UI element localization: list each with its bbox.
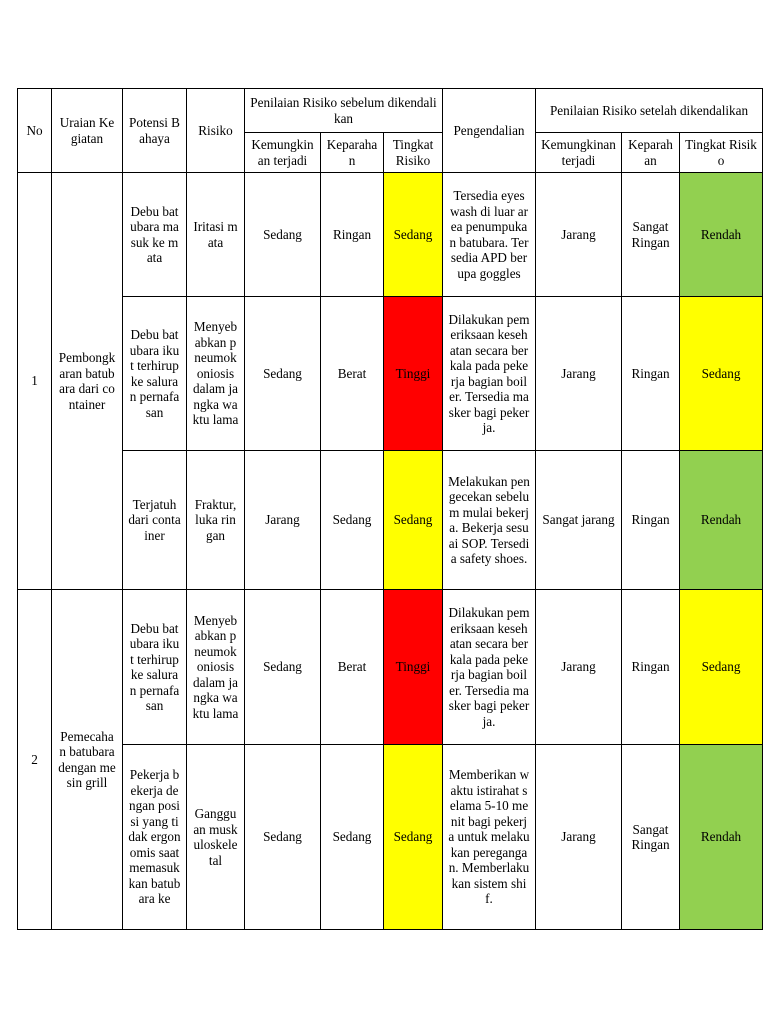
- potensi-bahaya-cell: Debu batubara masuk ke mata: [123, 173, 187, 297]
- after-tingkat-risiko-cell: Sedang: [680, 590, 763, 745]
- header-before-group: Penilaian Risiko sebelum dikendalikan: [245, 89, 443, 133]
- potensi-bahaya-cell: Pekerja bekerja dengan posisi yang tidak ergonomis saat memasukkan batubara ke: [123, 745, 187, 930]
- header-before-tingkat: Tingkat Risiko: [384, 133, 443, 173]
- after-kemungkinan-cell: Jarang: [536, 173, 622, 297]
- potensi-bahaya-cell: Debu batubara ikut terhirup ke saluran pernafasan: [123, 297, 187, 451]
- pengendalian-cell: Dilakukan pemeriksaan kesehatan secara berkala pada pekerja bagian boiler. Tersedia masker bagi pekerja.: [443, 590, 536, 745]
- pengendalian-cell: Tersedia eyes wash di luar area penumpukan batubara. Tersedia APD berupa goggles: [443, 173, 536, 297]
- before-kemungkinan-cell: Sedang: [245, 745, 321, 930]
- before-keparahan-cell: Sedang: [321, 451, 384, 590]
- table-row: [18, 451, 763, 590]
- after-kemungkinan-cell: Jarang: [536, 745, 622, 930]
- table-row: [18, 590, 763, 745]
- before-kemungkinan-cell: Jarang: [245, 451, 321, 590]
- uraian-kegiatan-cell: Pemecahan batubara dengan mesin grill: [52, 590, 123, 930]
- after-keparahan-cell: Ringan: [622, 451, 680, 590]
- before-keparahan-cell: Sedang: [321, 745, 384, 930]
- header-risiko: Risiko: [187, 89, 245, 173]
- header-after-kemungkinan: Kemungkinan terjadi: [536, 133, 622, 173]
- risiko-cell: Menyebabkan pneumokoniosis dalam jangka waktu lama: [187, 297, 245, 451]
- after-tingkat-risiko-cell: Sedang: [680, 297, 763, 451]
- after-kemungkinan-cell: Jarang: [536, 297, 622, 451]
- pengendalian-cell: Melakukan pengecekan sebelum mulai bekerja. Bekerja sesuai SOP. Tersedia safety shoes.: [443, 451, 536, 590]
- table-row: [18, 745, 763, 930]
- after-tingkat-risiko-cell: Rendah: [680, 451, 763, 590]
- after-kemungkinan-cell: Sangat jarang: [536, 451, 622, 590]
- after-tingkat-risiko-cell: Rendah: [680, 745, 763, 930]
- risiko-cell: Fraktur, luka ringan: [187, 451, 245, 590]
- header-after-tingkat: Tingkat Risiko: [680, 133, 763, 173]
- pengendalian-cell: Dilakukan pemeriksaan kesehatan secara berkala pada pekerja bagian boiler. Tersedia masker bagi pekerja.: [443, 297, 536, 451]
- before-kemungkinan-cell: Sedang: [245, 297, 321, 451]
- after-keparahan-cell: Ringan: [622, 590, 680, 745]
- risiko-cell: Menyebabkan pneumokoniosis dalam jangka waktu lama: [187, 590, 245, 745]
- row-number: 2: [18, 590, 52, 930]
- before-tingkat-risiko-cell: Sedang: [384, 451, 443, 590]
- header-uraian-kegiatan: Uraian Kegiatan: [52, 89, 123, 173]
- after-keparahan-cell: Ringan: [622, 297, 680, 451]
- header-after-group: Penilaian Risiko setelah dikendalikan: [536, 89, 763, 133]
- header-before-keparahan: Keparahan: [321, 133, 384, 173]
- after-tingkat-risiko-cell: Rendah: [680, 173, 763, 297]
- before-keparahan-cell: Ringan: [321, 173, 384, 297]
- risiko-cell: Gangguan muskuloskeletal: [187, 745, 245, 930]
- header-after-keparahan: Keparahan: [622, 133, 680, 173]
- potensi-bahaya-cell: Terjatuh dari container: [123, 451, 187, 590]
- row-number: 1: [18, 173, 52, 590]
- potensi-bahaya-cell: Debu batubara ikut terhirup ke saluran pernafasan: [123, 590, 187, 745]
- before-tingkat-risiko-cell: Sedang: [384, 173, 443, 297]
- uraian-kegiatan-cell: Pembongkaran batubara dari container: [52, 173, 123, 590]
- before-keparahan-cell: Berat: [321, 297, 384, 451]
- risiko-cell: Iritasi mata: [187, 173, 245, 297]
- header-before-kemungkinan: Kemungkinan terjadi: [245, 133, 321, 173]
- before-tingkat-risiko-cell: Tinggi: [384, 590, 443, 745]
- before-kemungkinan-cell: Sedang: [245, 173, 321, 297]
- header-potensi-bahaya: Potensi Bahaya: [123, 89, 187, 173]
- after-keparahan-cell: Sangat Ringan: [622, 745, 680, 930]
- table-row: [18, 173, 763, 297]
- table-row: [18, 297, 763, 451]
- before-tingkat-risiko-cell: Sedang: [384, 745, 443, 930]
- before-keparahan-cell: Berat: [321, 590, 384, 745]
- header-row-top: [18, 89, 763, 133]
- header-no: No: [18, 89, 52, 173]
- after-keparahan-cell: Sangat Ringan: [622, 173, 680, 297]
- risk-assessment-table: [17, 88, 763, 930]
- pengendalian-cell: Memberikan waktu istirahat selama 5-10 menit bagi pekerja untuk melakukan peregangan. Memberlakukan sistem shif.: [443, 745, 536, 930]
- after-kemungkinan-cell: Jarang: [536, 590, 622, 745]
- before-kemungkinan-cell: Sedang: [245, 590, 321, 745]
- header-pengendalian: Pengendalian: [443, 89, 536, 173]
- before-tingkat-risiko-cell: Tinggi: [384, 297, 443, 451]
